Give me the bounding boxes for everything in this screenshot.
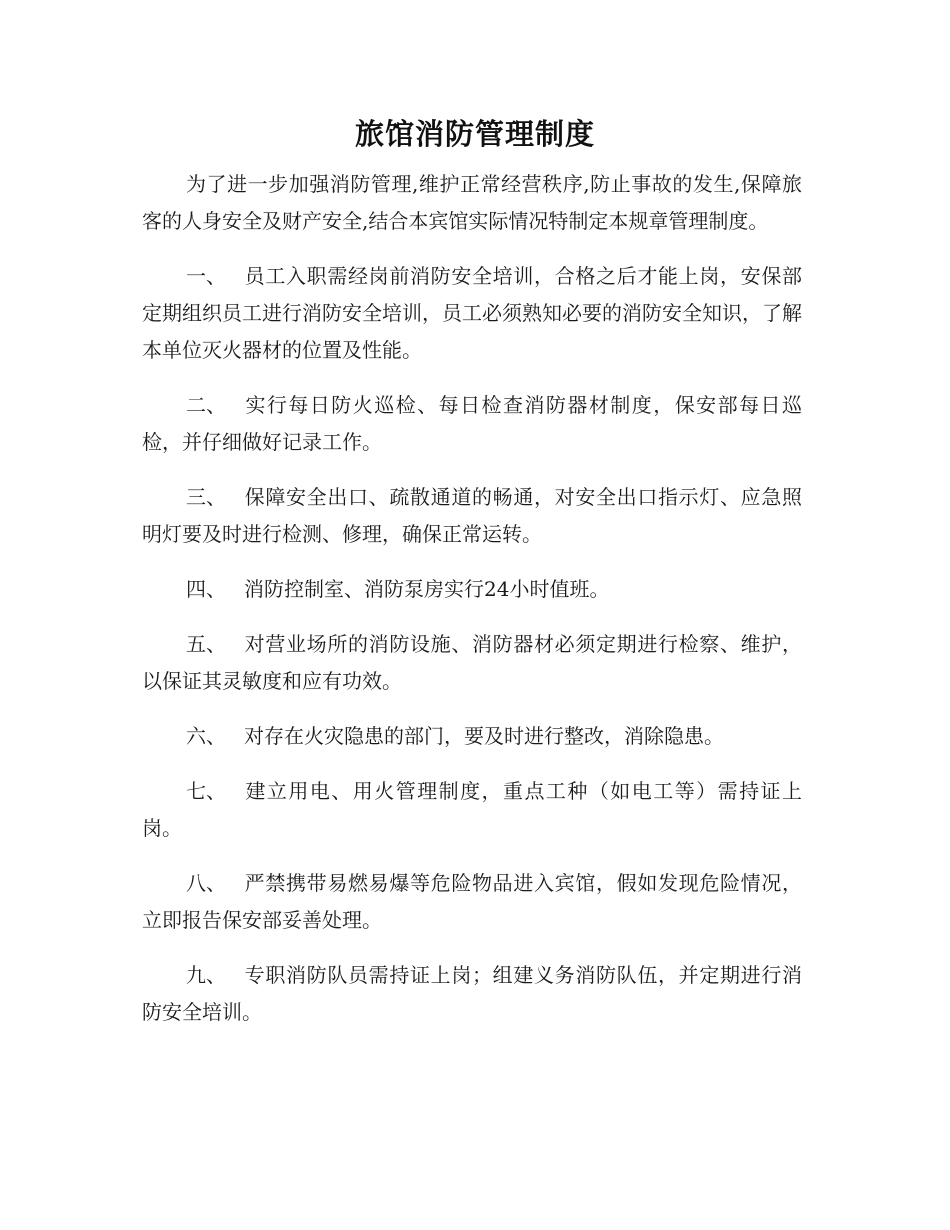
rule-item-1 — [142, 258, 802, 369]
rule-number: 九、 — [186, 963, 226, 987]
rule-text: 建立用电、用火管理制度，重点工种（如电工等）需持证上岗。 — [142, 779, 802, 840]
rule-text: 消防控制室、消防泵房实行24小时值班。 — [244, 577, 610, 601]
rule-number: 八、 — [186, 871, 226, 895]
rule-item-3 — [142, 479, 802, 553]
rule-number: 六、 — [186, 724, 226, 748]
intro-paragraph: 为了进一步加强消防管理,维护正常经营秩序,防止事故的发生,保障旅客的人身安全及财产安全,结合本宾馆实际情况特制定本规章管理制度。 — [142, 172, 802, 233]
rule-number: 五、 — [186, 632, 226, 656]
rule-number: 七、 — [186, 779, 226, 803]
rule-item-8 — [142, 865, 802, 939]
rule-item-9 — [142, 957, 802, 1031]
document-body — [142, 166, 802, 1049]
rule-item-7 — [142, 773, 802, 847]
rule-number: 三、 — [186, 485, 226, 509]
rule-item-5 — [142, 626, 802, 700]
rule-text: 员工入职需经岗前消防安全培训，合格之后才能上岗，安保部定期组织员工进行消防安全培训，员工必须熟知必要的消防安全知识，了解本单位灭火器材的位置及性能。 — [142, 264, 802, 362]
rule-number: 一、 — [186, 264, 226, 288]
rule-text: 专职消防队员需持证上岗；组建义务消防队伍，并定期进行消防安全培训。 — [142, 963, 802, 1024]
rule-number: 四、 — [186, 577, 226, 601]
rule-text: 实行每日防火巡检、每日检查消防器材制度，保安部每日巡检，并仔细做好记录工作。 — [142, 393, 802, 454]
rule-text: 对营业场所的消防设施、消防器材必须定期进行检察、维护，以保证其灵敏度和应有功效。 — [142, 632, 802, 693]
document-title: 旅馆消防管理制度 — [354, 117, 595, 151]
rule-item-4 — [142, 571, 802, 608]
rule-number: 二、 — [186, 393, 226, 417]
rule-item-2 — [142, 387, 802, 461]
rule-text: 保障安全出口、疏散通道的畅通，对安全出口指示灯、应急照明灯要及时进行检测、修理，确保正常运转。 — [142, 485, 802, 546]
rule-item-6 — [142, 718, 802, 755]
rule-text: 对存在火灾隐患的部门，要及时进行整改，消除隐患。 — [244, 724, 724, 748]
rule-text: 严禁携带易燃易爆等危险物品进入宾馆，假如发现危险情况，立即报告保安部妥善处理。 — [142, 871, 802, 932]
